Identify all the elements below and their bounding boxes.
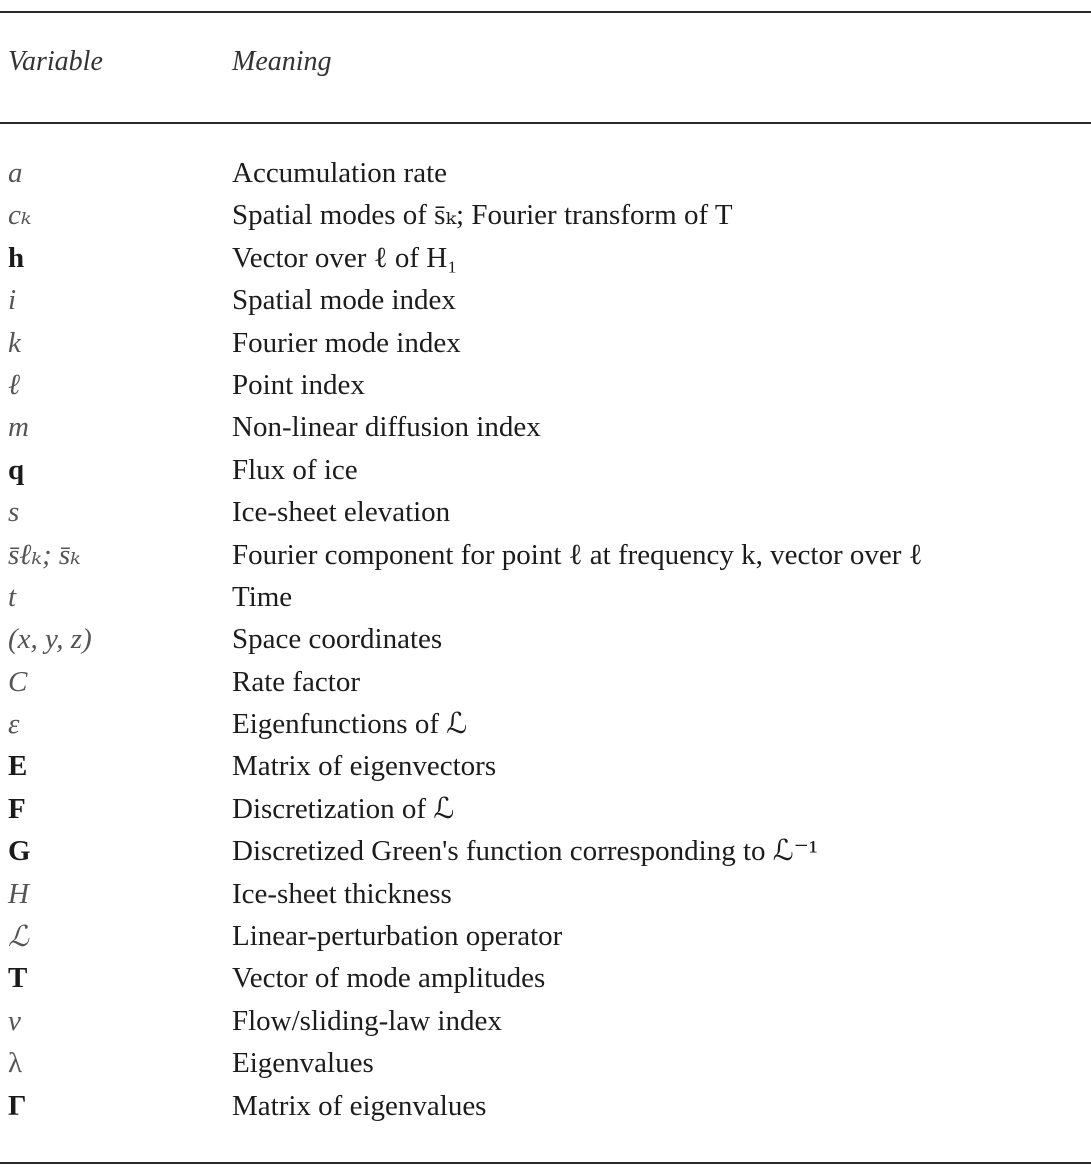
- table-row: [0, 1000, 1091, 1042]
- table-row: [0, 322, 1091, 364]
- variable-symbol: Γ: [8, 1089, 27, 1122]
- table-row: [0, 618, 1091, 660]
- table-row: [0, 873, 1091, 915]
- variable-symbol: t: [8, 580, 17, 613]
- variable-meaning: Matrix of eigenvalues: [232, 1089, 487, 1122]
- variable-symbol: E: [8, 750, 28, 783]
- variable-meaning: Vector over ℓ of H₁: [232, 241, 458, 274]
- variable-symbol: k: [8, 326, 21, 359]
- variable-meaning: Fourier component for point ℓ at frequency k, vector over ℓ: [232, 538, 923, 571]
- table-row: [0, 237, 1091, 279]
- variable-meaning: Spatial mode index: [232, 284, 456, 317]
- variable-symbol: λ: [8, 1047, 23, 1080]
- variable-symbol: ε: [8, 708, 20, 741]
- variable-meaning: Accumulation rate: [232, 157, 447, 189]
- table-row: [0, 152, 1091, 194]
- variable-meaning: Discretized Green's function corresponding to ℒ⁻¹: [232, 835, 818, 868]
- variable-symbol: H: [8, 877, 29, 910]
- variable-symbol: i: [8, 284, 17, 317]
- variable-symbol: ℒ: [8, 919, 29, 954]
- header-rule: [0, 122, 1091, 124]
- variable-symbol: ν: [8, 1004, 21, 1037]
- variable-meaning: Ice-sheet elevation: [232, 496, 451, 529]
- variable-meaning: Matrix of eigenvectors: [232, 750, 497, 783]
- table-row: [0, 788, 1091, 830]
- bottom-rule: [0, 1162, 1091, 1164]
- table-header: [0, 46, 1091, 86]
- header-meaning: Meaning: [232, 46, 332, 77]
- variable-meaning: Non-linear diffusion index: [232, 411, 541, 444]
- variable-meaning: Linear-perturbation operator: [232, 920, 563, 953]
- table-row: [0, 703, 1091, 745]
- table-row: [0, 1042, 1091, 1084]
- variable-symbol: m: [8, 411, 29, 444]
- variable-symbol: G: [8, 835, 31, 868]
- variable-meaning: Eigenvalues: [232, 1047, 374, 1080]
- table-row: [0, 745, 1091, 787]
- table-row: [0, 830, 1091, 872]
- variable-meaning: Ice-sheet thickness: [232, 877, 452, 910]
- variable-meaning: Discretization of ℒ: [232, 792, 455, 825]
- table-row: [0, 279, 1091, 321]
- table-row: [0, 661, 1091, 703]
- variable-meaning: Vector of mode amplitudes: [232, 962, 546, 995]
- table-row: [0, 534, 1091, 576]
- table-row: [0, 449, 1091, 491]
- variable-meaning: Spatial modes of s̄ₖ; Fourier transform of T: [232, 199, 733, 232]
- variable-meaning: Time: [232, 580, 293, 613]
- variable-meaning: Rate factor: [232, 665, 361, 698]
- variable-symbol: cₖ: [8, 199, 32, 232]
- table-row: [0, 576, 1091, 618]
- variable-meaning: Eigenfunctions of ℒ: [232, 708, 468, 741]
- variable-symbol: F: [8, 792, 26, 825]
- variable-symbol: a: [8, 157, 23, 189]
- variable-symbol: ℓ: [8, 368, 21, 401]
- table-row: [0, 1085, 1091, 1127]
- header-variable: Variable: [8, 46, 103, 77]
- variable-symbol: s̄ℓₖ; s̄ₖ: [8, 538, 81, 571]
- variable-symbol: q: [8, 453, 25, 486]
- variable-symbol: s: [8, 496, 20, 529]
- variable-meaning: Space coordinates: [232, 623, 443, 656]
- table-row: [0, 491, 1091, 533]
- variable-symbol: (x, y, z): [8, 623, 92, 656]
- top-rule: [0, 11, 1091, 13]
- variable-meaning: Flux of ice: [232, 453, 358, 486]
- table-body: [0, 152, 1091, 1127]
- variable-symbol: T: [8, 962, 28, 995]
- variable-symbol: h: [8, 241, 25, 274]
- table-row: [0, 915, 1091, 957]
- variable-symbol: C: [8, 665, 28, 698]
- variable-meaning: Fourier mode index: [232, 326, 461, 359]
- table-row: [0, 406, 1091, 448]
- variable-meaning: Point index: [232, 368, 365, 401]
- variable-meaning: Flow/sliding-law index: [232, 1004, 502, 1037]
- table-row: [0, 364, 1091, 406]
- table-row: [0, 194, 1091, 236]
- table-row: [0, 957, 1091, 999]
